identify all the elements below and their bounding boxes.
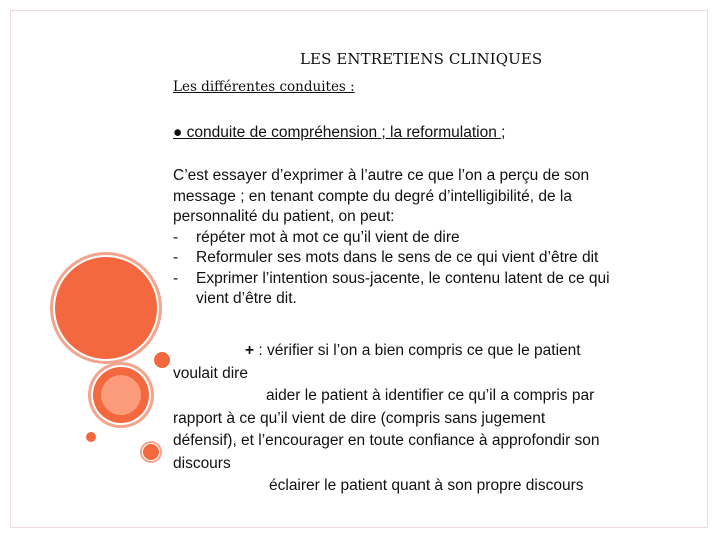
goals-line-7: éclairer le patient quant à son propre discours	[269, 477, 584, 494]
list-item-text: Exprimer l’intention sous-jacente, le contenu latent de ce qui	[196, 269, 610, 287]
intro-line-2: message ; en tenant compte du degré d’intelligibilité, de la	[173, 187, 572, 205]
slide-subtitle: Les différentes conduites :	[173, 79, 355, 95]
list-dash: -	[173, 269, 179, 287]
intro-paragraph	[173, 166, 693, 310]
intro-line-3: personnalité du patient, on peut:	[173, 208, 395, 225]
list-item-continuation: vient d’être dit.	[196, 290, 297, 307]
goals-line-1-text: : vérifier si l’on a bien compris ce que le patient	[254, 342, 581, 359]
goals-line-1	[173, 340, 693, 363]
goals-line-4: rapport à ce qu’il vient de dire (compris sans jugement	[173, 409, 546, 427]
goals-line-3: aider le patient à identifier ce qu’il a compris par	[266, 387, 595, 404]
slide-title: LES ENTRETIENS CLINIQUES	[300, 50, 543, 68]
list-item	[173, 228, 693, 249]
goals-line-5: défensif), et l’encourager en toute confiance à approfondir son	[173, 432, 600, 449]
list-dash: -	[173, 228, 179, 246]
list-item-text: répéter mot à mot ce qu’il vient de dire	[196, 228, 460, 246]
goals-line-2: voulait dire	[173, 364, 248, 382]
list-item	[173, 269, 693, 310]
goals-line-6: discours	[173, 454, 231, 472]
intro-line-1: C’est essayer d’exprimer à l’autre ce que l’on a perçu de son	[173, 167, 590, 184]
list-dash: -	[173, 249, 179, 266]
list-item-text: Reformuler ses mots dans le sens de ce qui vient d’être dit	[196, 249, 599, 266]
list-item	[173, 248, 693, 269]
goals-paragraph	[173, 340, 693, 498]
plus-icon: +	[245, 342, 255, 359]
bullet-heading: ● conduite de compréhension ; la reformulation ;	[173, 124, 506, 141]
